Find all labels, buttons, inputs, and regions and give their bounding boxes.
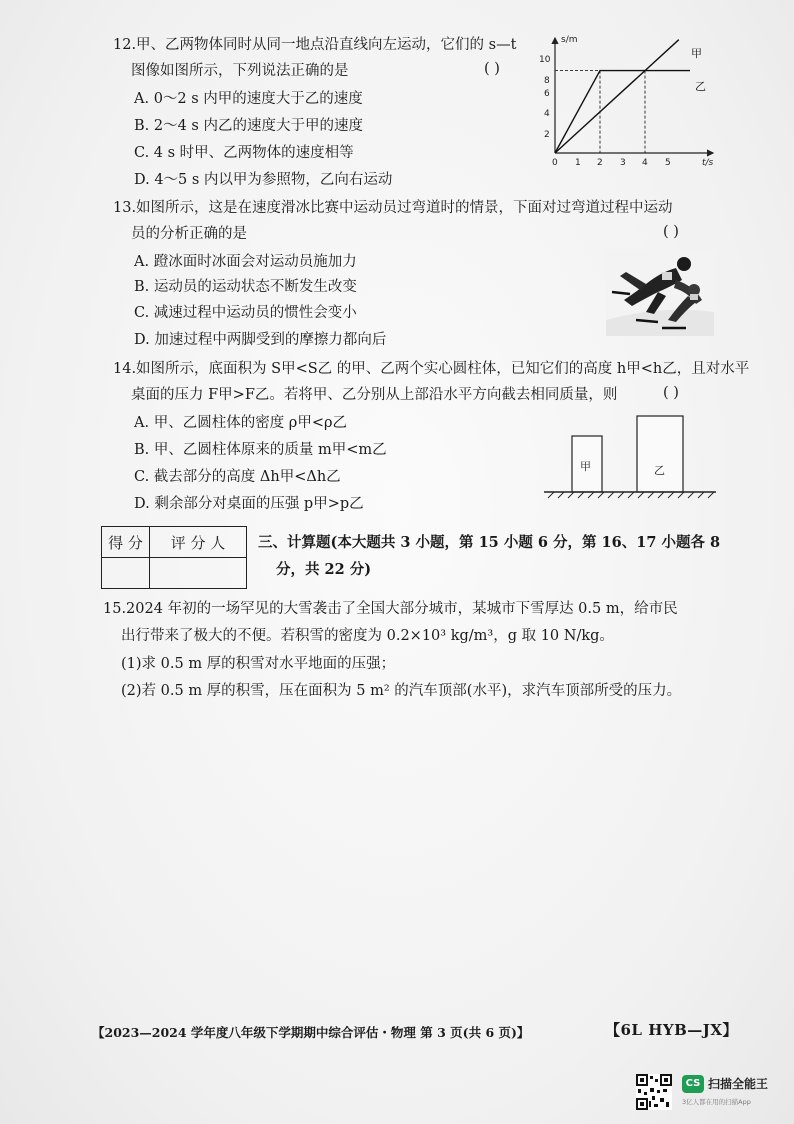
qr-code-icon [636,1074,672,1110]
x-axis-label: t/s [702,158,714,168]
grader-cell[interactable] [150,558,247,589]
q13-option-c: C. 减速过程中运动员的惯性会变小 [134,305,357,321]
score-header: 得 分 [102,527,150,558]
y-tick-label-4: 4 [544,109,550,119]
speed-skaters-photo [606,250,714,336]
q13-stem-line1: 13.如图所示，这是在速度滑冰比赛中运动员过弯道时的情景，下面对过弯道过程中运动 [113,200,673,216]
camscanner-logo-icon: CS [682,1075,704,1093]
q12-stem-line2: 图像如图所示，下列说法正确的是 [131,63,349,79]
q14-option-c: C. 截去部分的高度 Δh甲<Δh乙 [134,469,341,485]
grader-header: 评 分 人 [150,527,247,558]
q12-stem-line1: 12.甲、乙两物体同时从同一地点沿直线向左运动，它们的 s—t [113,37,517,53]
series-label-yi: 乙 [695,80,706,93]
section3-heading-line1: 三、计算题(本大题共 3 小题，第 15 小题 6 分，第 16、17 小题各 8 [258,534,721,551]
section3-heading-line2: 分，共 22 分) [276,561,372,578]
cylinder-yi-label: 乙 [654,464,665,477]
y-tick-label-2: 2 [544,130,550,140]
q13-option-a: A. 蹬冰面时冰面会对运动员施加力 [134,254,357,270]
q15-stem-line1: 15.2024 年初的一场罕见的大雪袭击了全国大部分城市，某城市下雪厚达 0.5 m，给市民 [103,601,678,617]
table-hatching [548,492,714,498]
y-tick-label-10: 10 [539,55,551,65]
q15-part2: (2)若 0.5 m 厚的积雪，压在面积为 5 m² 的汽车顶部(水平)，求汽车顶部所受的压力。 [121,683,682,699]
camscanner-tagline: 3亿人都在用的扫描App [682,1098,751,1106]
q14-option-b: B. 甲、乙圆柱体原来的质量 m甲<m乙 [134,442,387,458]
q12-option-b: B. 2～4 s 内乙的速度大于甲的速度 [134,118,363,134]
cylinder-yi [637,416,683,492]
x-tick-label-2: 2 [597,158,603,168]
q12-option-a: A. 0～2 s 内甲的速度大于乙的速度 [134,91,363,107]
x-tick-label-3: 3 [620,158,626,168]
q14-option-d: D. 剩余部分对桌面的压强 p甲>p乙 [134,496,364,512]
q12-st-chart [535,30,725,175]
q14-option-a: A. 甲、乙圆柱体的密度 ρ甲<ρ乙 [134,415,347,431]
q13-answer-bracket[interactable]: ( ) [663,224,679,240]
q14-stem-line2: 桌面的压力 F甲>F乙。若将甲、乙分别从上部沿水平方向截去相同质量，则 [131,387,618,403]
x-tick-label-0: 0 [552,158,558,168]
score-cell[interactable] [102,558,150,589]
q13-option-b: B. 运动员的运动状态不断发生改变 [134,279,357,295]
exam-code: 【6L HYB—JX】 [605,1021,739,1039]
cylinders-figure [540,408,720,504]
y-tick-label-6: 6 [544,89,550,99]
q14-stem-line1: 14.如图所示，底面积为 S甲<S乙 的甲、乙两个实心圆柱体，已知它们的高度 h甲<h乙，且对水平 [113,361,750,377]
series-line-jia [555,40,679,153]
q12-option-d: D. 4～5 s 内以甲为参照物，乙向右运动 [134,172,393,188]
x-tick-label-5: 5 [665,158,671,168]
y-axis-label: s/m [561,35,578,45]
q13-stem-line2: 员的分析正确的是 [131,226,247,242]
series-label-jia: 甲 [691,47,702,60]
x-tick-label-4: 4 [642,158,648,168]
cylinder-jia-label: 甲 [580,460,591,473]
x-tick-label-1: 1 [575,158,581,168]
q15-stem-line2: 出行带来了极大的不便。若积雪的密度为 0.2×10³ kg/m³，g 取 10 N/kg。 [121,628,614,644]
series-line-yi [555,71,690,153]
q12-answer-bracket[interactable]: ( ) [484,61,500,77]
q14-answer-bracket[interactable]: ( ) [663,385,679,401]
q15-part1: (1)求 0.5 m 厚的积雪对水平地面的压强； [121,656,396,672]
score-table [101,526,247,589]
y-tick-label-8: 8 [544,76,550,86]
q13-option-d: D. 加速过程中两脚受到的摩擦力都向后 [134,332,387,348]
camscanner-name: 扫描全能王 [708,1077,769,1091]
q12-option-c: C. 4 s 时甲、乙两物体的速度相等 [134,145,354,161]
page-footer: 【2023—2024 学年度八年级下学期期中综合评估・物理 第 3 页(共 6 页)】 [92,1025,530,1040]
